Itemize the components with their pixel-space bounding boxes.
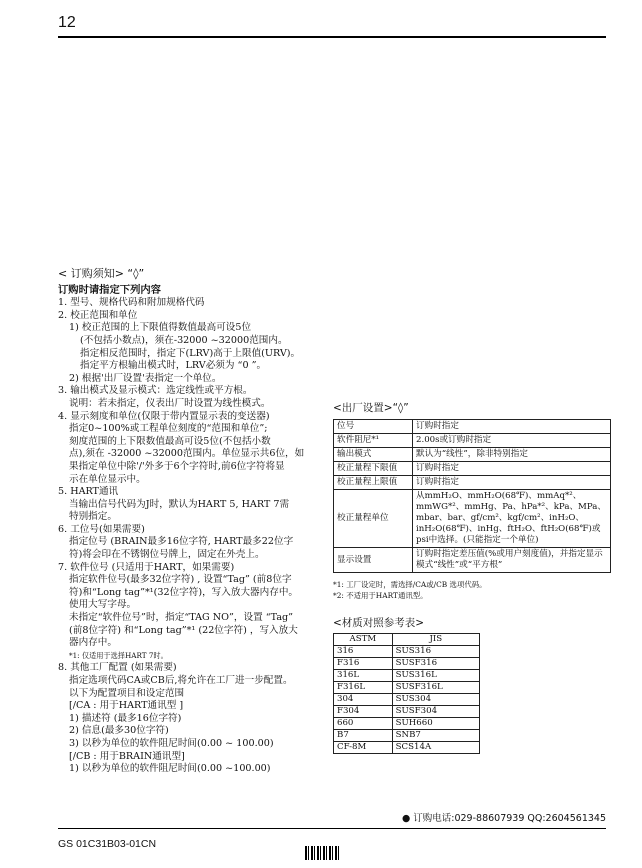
astm-cell: 304 [334,694,393,706]
table-row [334,670,480,682]
setting-key: 校正量程单位 [334,490,413,548]
instruction-line: 指定平方根输出模式时，LRV必须为 “0 ”。 [80,360,267,372]
table-row [334,448,611,462]
setting-key: 输出模式 [334,448,413,462]
instruction-line: 以下为配置项目和设定范围 [69,687,185,699]
table-row [334,730,480,742]
column-header-astm: ASTM [334,634,393,646]
astm-cell: 316L [334,670,393,682]
jis-cell: SUSF304 [392,706,479,718]
instruction-line: 2) 根据'出厂设置'表指定一个单位。 [69,372,222,384]
table-row [334,462,611,476]
note-line: *1: 工厂设定时，需选择/CA或/CB 选项代码。 [333,580,487,589]
instruction-line: 7. 软件位号 (只适用于HART，如果需要) [58,561,235,573]
instruction-line: 指定选项代码CA或CB后,将允许在工厂进一步配置。 [69,675,293,686]
instruction-line: 8. 其他工厂配置 (如果需要) [58,662,177,674]
top-rule [58,36,606,38]
table-row [334,548,611,573]
instruction-footnote: *1: 仅适用于选择HART 7时。 [69,650,168,660]
table-row [334,476,611,490]
instruction-line: 刻度范围的上下限数值最高可设5位(不包括小数 [69,435,271,447]
bottom-rule [58,828,606,829]
instruction-line: 3) 以秒为单位的软件阻尼时间(0.00 ~ 100.00) [69,737,274,749]
factory-settings-notes [333,579,613,601]
instruction-line: 指定相反范围时，指定下(LRV)高于上限值(URV)。 [80,347,301,359]
table-row [334,694,480,706]
setting-key: 校正量程下限值 [334,462,413,476]
instruction-line: 说明：若未指定，仪表出厂时设置为线性模式。 [69,397,271,409]
instruction-line: (前8位字符) 和“Long tag”*¹ (22位字符) ，写入放大 [69,624,298,636]
factory-settings-title: <出厂设置>“◊” [333,402,409,414]
setting-value: 订购时指定 [413,420,611,434]
table-row [334,682,480,694]
instruction-line: 指定0~100%或工程单位刻度的“范围和单位”; [69,423,268,435]
instruction-line: 符)和“Long tag”*¹(32位字符)，写入放大器内存中。 [69,586,299,598]
ordering-title: < 订购须知> “◊” [58,267,145,280]
setting-key: 显示设置 [334,548,413,573]
instruction-line: 2. 校正范围和单位 [58,309,138,321]
materials-table [333,633,480,754]
table-row [334,742,480,754]
setting-value: 默认为“线性”，除非特别指定 [413,448,611,462]
table-row [334,490,611,548]
barcode-icon [305,846,339,860]
astm-cell: 316 [334,646,393,658]
right-column [333,400,613,754]
instruction-line: 示在单位显示中。 [69,473,146,485]
setting-value: 2.00s或订购时指定 [413,434,611,448]
astm-cell: CF-8M [334,742,393,754]
astm-cell: B7 [334,730,393,742]
note-line: *2: 不适用于HART通讯型。 [333,591,428,600]
column-header-jis: JIS [392,634,479,646]
instruction-line: 3. 输出模式及显示模式：选定线性或平方根。 [58,385,253,397]
astm-cell: 660 [334,718,393,730]
instruction-line: 指定软件位号(最多32位字符) , 设置“Tag” (前8位字 [69,574,292,586]
order-phone: ● 订购电话:029-88607939 QQ:2604561345 [401,813,606,824]
setting-value: 订购时指定 [413,476,611,490]
jis-cell: SUS316 [392,646,479,658]
jis-cell: SUS304 [392,694,479,706]
ordering-subtitle: 订购时请指定下列内容 [58,283,161,296]
jis-cell: SUS316L [392,670,479,682]
instruction-line: 1) 以秒为单位的软件阻尼时间(0.00 ~100.00) [69,763,271,775]
instruction-line: 2) 信息(最多30位字符) [69,725,169,737]
instruction-line: 器内存中。 [69,637,117,649]
instruction-line: 1. 型号、规格代码和附加规格代码 [58,297,205,309]
table-row [334,434,611,448]
document-code: GS 01C31B03-01CN [58,838,157,850]
factory-settings-table [333,419,611,573]
table-row [334,646,480,658]
instruction-line: 点),须在 -32000 ~32000范围内。单位显示共6位，如 [69,448,305,460]
setting-key: 校正量程上限值 [334,476,413,490]
instruction-line: 未指定“软件位号”时，指定“TAG NO”，设置 “Tag” [69,612,294,624]
table-row [334,420,611,434]
astm-cell: F316L [334,682,393,694]
instruction-line: 当输出信号代码为J时，默认为HART 5, HART 7需 [69,498,290,510]
jis-cell: SUSF316L [392,682,479,694]
jis-cell: SUSF316 [392,658,479,670]
instruction-line: 符)将会印在不锈钢位号牌上，固定在外壳上。 [69,549,265,561]
instruction-line: 特别指定。 [69,511,117,523]
instruction-line: [/CA : 用于HART通讯型 ] [69,700,184,712]
instruction-line: 指定位号 (BRAIN最多16位字符, HART最多22位字 [69,536,294,548]
table-row [334,706,480,718]
jis-cell: SUH660 [392,718,479,730]
instruction-line: 果指定单位中除'/'外多于6个字符时,前6位字符将显 [69,460,285,472]
table-row [334,718,480,730]
instruction-line: (不包括小数点)，须在-32000 ~32000范围内。 [80,334,288,346]
setting-value: 订购时指定差压值(%或用户刻度值)，并指定显示模式“线性”或“平方根” [413,548,611,573]
instruction-line: 1) 描述符 (最多16位字符) [69,712,182,724]
ordering-instructions [58,268,330,776]
instruction-line: 使用大写字母。 [69,599,137,611]
setting-key: 软件阻尼*¹ [334,434,413,448]
jis-cell: SCS14A [392,742,479,754]
instruction-line: 1) 校正范围的上下限值得数值最高可设5位 [69,322,252,334]
setting-value: 从mmH₂O、mmH₂O(68℉)、mmAq*²、mmWG*²、mmHg、Pa、hPa*²、kPa、MPa、mbar、bar、gf/cm²、kgf/cm²、inH₂O、inH₂O(68℉)、inHg、ftH₂O、ftH₂O(68℉)或psi中选择。(只能指定一个单位) [413,490,611,548]
materials-title: <材质对照参考表> [333,617,425,629]
instruction-line: [/CB : 用于BRAIN通讯型] [69,750,185,762]
instruction-line: 5. HART通讯 [58,486,119,498]
page-number: 12 [58,14,76,31]
astm-cell: F304 [334,706,393,718]
astm-cell: F316 [334,658,393,670]
instruction-line: 4. 显示刻度和单位(仅限于带内置显示表的变送器) [58,410,270,422]
jis-cell: SNB7 [392,730,479,742]
setting-value: 订购时指定 [413,462,611,476]
table-row [334,658,480,670]
instruction-line: 6. 工位号(如果需要) [58,523,145,535]
setting-key: 位号 [334,420,413,434]
table-header-row [334,634,480,646]
